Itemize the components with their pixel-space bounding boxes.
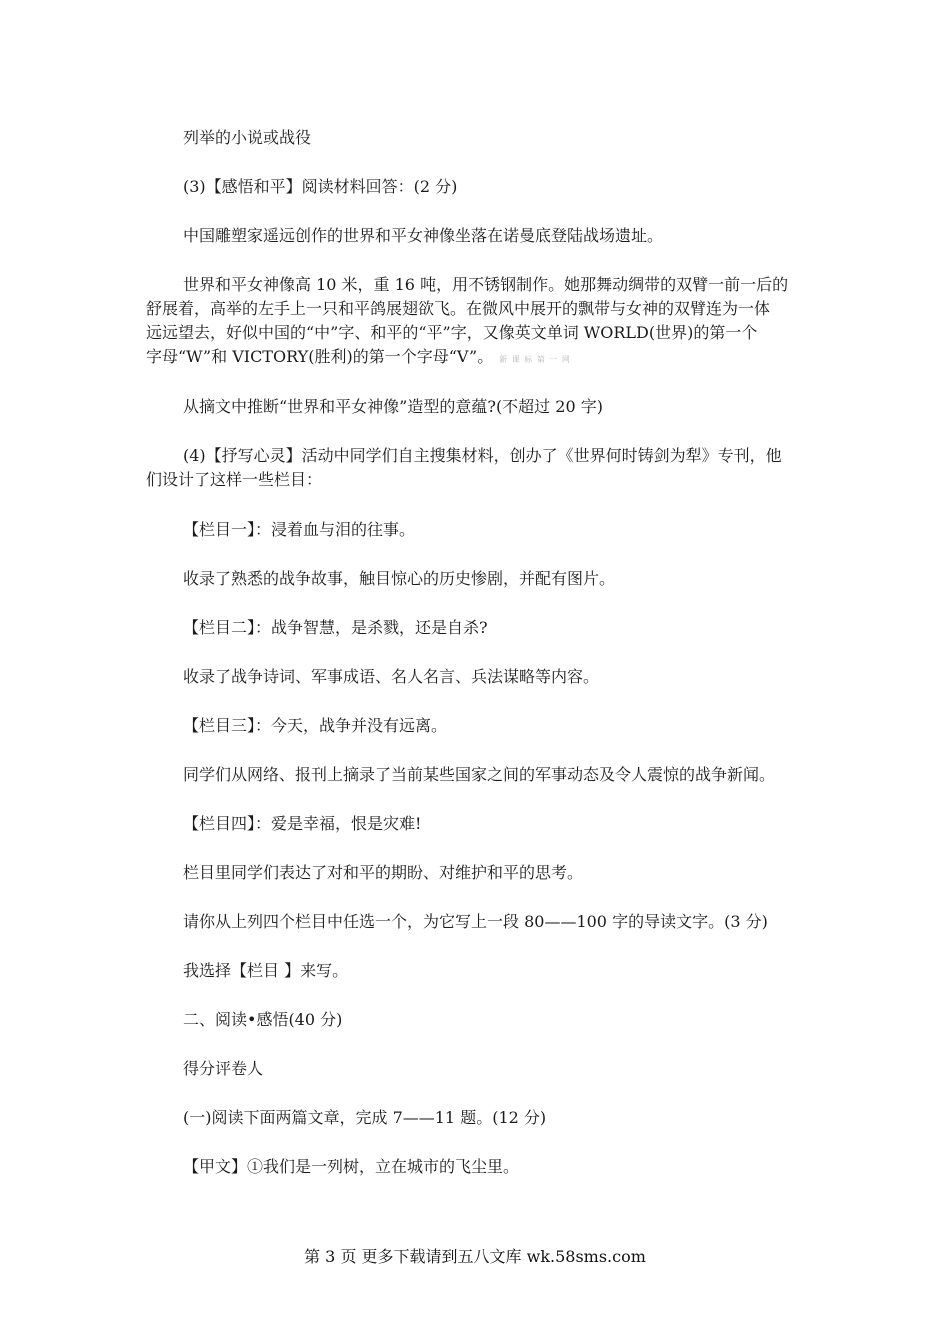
passage-line: 远远望去，好似中国的“中”字、和平的“平”字，又像英文单词 WORLD(世界)的第一个: [146, 323, 758, 342]
question-heading: (3)【感悟和平】阅读材料回答：(2 分): [183, 177, 458, 196]
passage-line: 世界和平女神像高 10 米，重 16 吨，用不锈钢制作。她那舞动绸带的双臂一前一后的: [183, 275, 789, 294]
watermark: 新 课 标 第 一 网: [499, 355, 571, 364]
page-footer: 第 3 页 更多下载请到五八文库 wk.58sms.com: [304, 1247, 646, 1266]
question-line: 们设计了这样一些栏目：: [146, 470, 323, 489]
passage-start: 【甲文】①我们是一列树，立在城市的飞尘里。: [183, 1157, 520, 1176]
column-description: 栏目里同学们表达了对和平的期盼、对维护和平的思考。: [183, 863, 584, 882]
answer-prompt: 我选择【栏目 】来写。: [183, 961, 349, 980]
passage-line-text: 字母“W”和 VICTORY(胜利)的第一个字母“V”。: [146, 347, 494, 366]
column-title: 【栏目三】：今天，战争并没有远离。: [183, 716, 448, 735]
column-description: 收录了熟悉的战争故事，触目惊心的历史惨剧，并配有图片。: [183, 569, 616, 588]
column-description: 同学们从网络、报刊上摘录了当前某些国家之间的军事动态及令人震惊的战争新闻。: [183, 765, 776, 784]
reading-instruction: (一)阅读下面两篇文章，完成 7——11 题。(12 分): [183, 1108, 547, 1127]
question: 从摘文中推断“世界和平女神像”造型的意蕴?(不超过 20 字): [183, 397, 603, 416]
column-title: 【栏目一】：浸着血与泪的往事。: [183, 520, 416, 539]
paragraph: 列举的小说或战役: [183, 128, 312, 147]
question-line: (4)【抒写心灵】活动中同学们自主搜集材料，创办了《世界何时铸剑为犁》专刊，他: [183, 446, 782, 465]
passage-paragraph: [146, 273, 810, 372]
question-paragraph: [146, 444, 810, 492]
column-title: 【栏目二】：战争智慧，是杀戮，还是自杀?: [183, 618, 488, 637]
passage-line-last: [146, 345, 810, 372]
section-heading: 二、阅读•感悟(40 分): [183, 1010, 343, 1029]
passage-line: 舒展着，高举的左手上一只和平鸽展翅欲飞。在微风中展开的飘带与女神的双臂连为一体: [146, 299, 771, 318]
question: 请你从上列四个栏目中任选一个，为它写上一段 80——100 字的导读文字。(3 分): [183, 912, 768, 931]
score-label: 得分评卷人: [183, 1059, 264, 1078]
column-description: 收录了战争诗词、军事成语、名人名言、兵法谋略等内容。: [183, 667, 600, 686]
paragraph: 中国雕塑家遥远创作的世界和平女神像坐落在诺曼底登陆战场遗址。: [183, 226, 664, 245]
column-title: 【栏目四】：爱是幸福，恨是灾难!: [183, 814, 422, 833]
